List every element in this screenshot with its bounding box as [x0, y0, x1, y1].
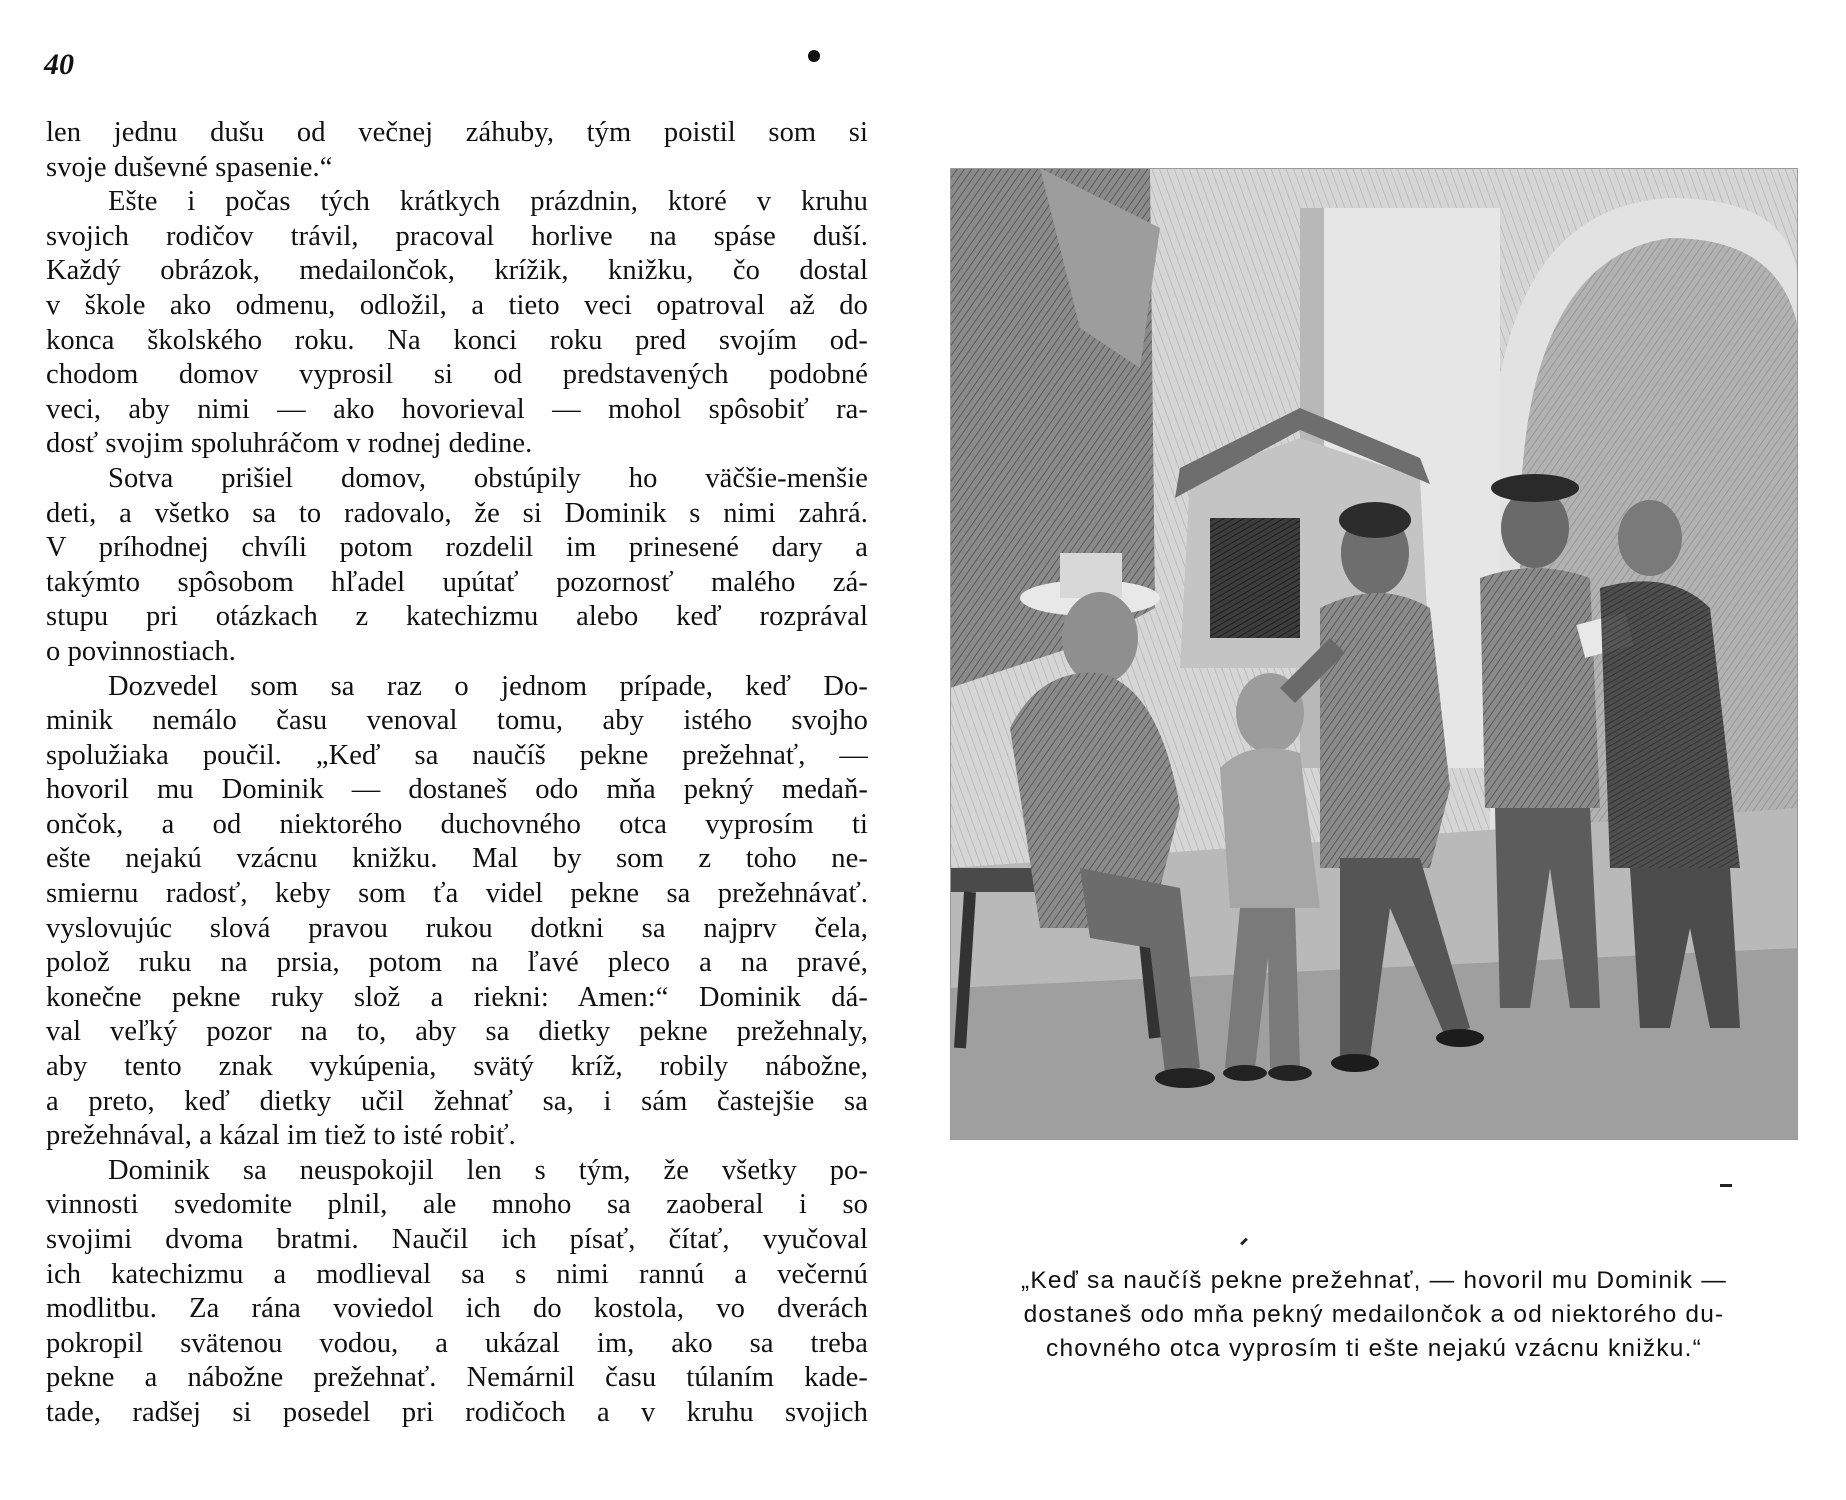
body-text-line: Dominik sa neuspokojil len s tým, že všetky po- [108, 1154, 868, 1186]
caption-line: „Keď sa naučíš pekne prežehnať, — hovoril mu Dominik — [1021, 1267, 1727, 1294]
page-number: 40 [44, 48, 74, 81]
body-text-line: polož ruku na prsia, potom na ľavé pleco a na pravé, [46, 947, 868, 979]
body-text-line: ešte nejakú vzácnu knižku. Mal by som z toho ne- [46, 843, 868, 875]
body-text-line: Každý obrázok, medailončok, krížik, knižku, čo dostal [46, 255, 868, 287]
caption-line: dostaneš odo mňa pekný medailončok a od niektorého du- [1023, 1301, 1725, 1328]
body-text-line: konca školského roku. Na konci roku pred svojím od- [46, 324, 868, 356]
page-speck-mark [808, 50, 820, 62]
body-text-line: val veľký pozor na to, aby sa dietky pekne prežehnaly, [46, 1016, 868, 1048]
illustration-caption [950, 1264, 1798, 1366]
body-text-line: pokropil svätenou vodou, a ukázal im, ako sa treba [46, 1327, 868, 1359]
body-text-line: v škole ako odmenu, odložil, a tieto veci opatroval až do [46, 289, 868, 321]
body-text-line: a preto, keď dietky učil žehnať sa, i sám častejšie sa [46, 1085, 868, 1117]
body-text-line: ich katechizmu a modlieval sa s nimi rannú a večernú [46, 1258, 868, 1290]
body-text-line: prežehnával, a kázal im tiež to isté robiť. [46, 1120, 516, 1152]
illustration-drawing [950, 168, 1798, 1140]
body-text-line: tade, radšej si posedel pri rodičoch a v kruhu svojich [46, 1396, 868, 1428]
body-text-line: Sotva prišiel domov, obstúpily ho väčšie-menšie [108, 462, 868, 494]
body-text-line: pekne a nábožne prežehnať. Nemárnil času túlaním kade- [46, 1362, 868, 1394]
illustration [950, 168, 1798, 1140]
body-text-line: stupu pri otázkach z katechizmu alebo keď rozprával [46, 601, 868, 633]
body-text-line: dosť svojim spoluhráčom v rodnej dedine. [46, 428, 533, 460]
body-text-line: V príhodnej chvíli potom rozdelil im prinesené dary a [46, 532, 868, 564]
body-text-line: modlitbu. Za rána voviedol ich do kostola, vo dverách [46, 1293, 868, 1325]
body-text-line: deti, a všetko sa to radovalo, že si Dominik s nimi zahrá. [46, 497, 868, 529]
body-text-line: svoje duševné spasenie.“ [46, 151, 333, 183]
body-text-line: svojimi dvoma bratmi. Naučil ich písať, čítať, vyučoval [46, 1224, 868, 1255]
body-text-line: smiernu radosť, keby som ťa videl pekne sa prežehnávať. [46, 878, 868, 910]
body-text-column [46, 116, 868, 1431]
body-text-line: veci, aby nimi — ako hovorieval — mohol spôsobiť ra- [46, 393, 868, 425]
body-text-line: minik nemálo času venoval tomu, aby istého svojho [46, 705, 868, 737]
body-text-line: spolužiaka poučil. „Keď sa naučíš pekne prežehnať, — [46, 739, 868, 771]
page-speck-mark [1240, 1238, 1248, 1246]
body-text-line: aby tento znak vykúpenia, svätý kríž, robily nábožne, [46, 1051, 868, 1083]
body-text-line: len jednu dušu od večnej záhuby, tým poistil som si [46, 117, 868, 148]
body-text-line: o povinnostiach. [46, 635, 236, 667]
body-text-line: vyslovujúc slová pravou rukou dotkni sa najprv čela, [46, 912, 868, 944]
body-text-line: hovoril mu Dominik — dostaneš odo mňa pekný medaň- [46, 774, 868, 806]
body-text-line: svojich rodičov trávil, pracoval horlive na spáse duší. [46, 220, 868, 252]
page-speck-mark [1720, 1184, 1732, 1187]
body-text-line: Dozvedel som sa raz o jednom prípade, keď Do- [108, 670, 868, 702]
body-text-line: takýmto spôsobom hľadel upútať pozornosť malého zá- [46, 566, 868, 598]
body-text-line: ončok, a od niektorého duchovného otca vyprosím ti [46, 808, 868, 840]
body-text-line: vinnosti svedomite plnil, ale mnoho sa zaoberal i so [46, 1189, 868, 1221]
body-text-line: chodom domov vyprosil si od predstavených podobné [46, 359, 868, 391]
body-text-line: Ešte i počas tých krátkych prázdnin, ktoré v kruhu [108, 186, 868, 218]
body-text-line: konečne pekne ruky slož a riekni: Amen:“ Dominik dá- [46, 981, 868, 1013]
caption-line: chovného otca vyprosím ti ešte nejakú vzácnu knižku.“ [1046, 1335, 1702, 1362]
